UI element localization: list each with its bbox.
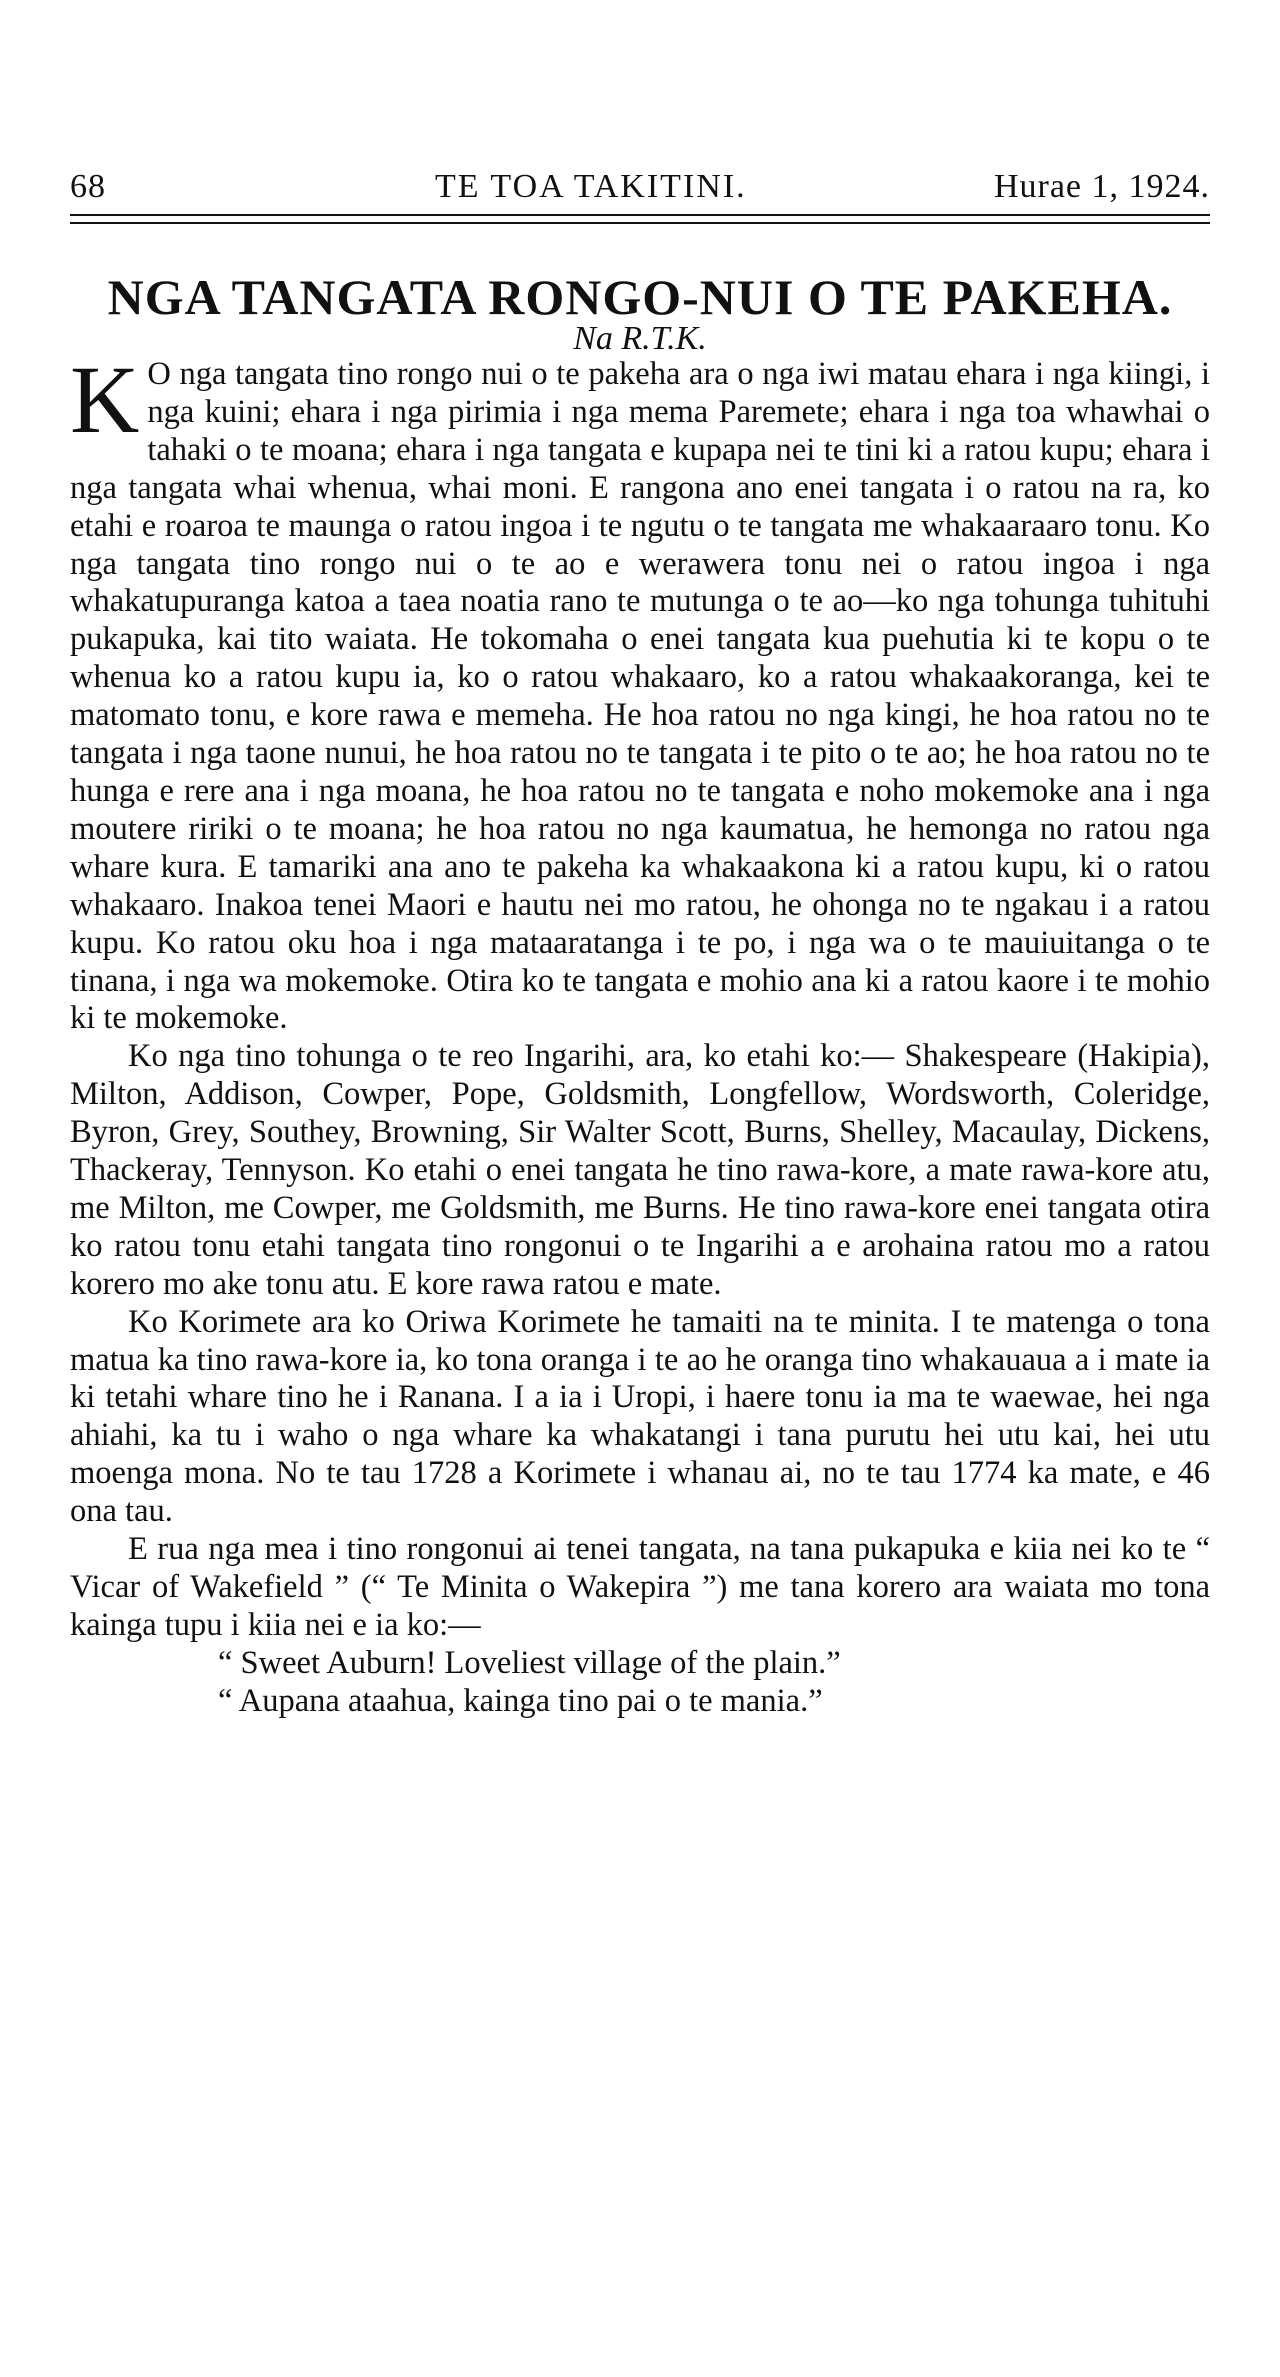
poem-line-1: “ Sweet Auburn! Loveliest village of the plain.” xyxy=(218,1644,841,1681)
poem-line-2: “ Aupana ataahua, kainga tino pai o te mania.” xyxy=(218,1682,823,1719)
running-title: TE TOA TAKITINI. xyxy=(435,168,747,205)
poem-quote xyxy=(70,1645,1210,1721)
article-body xyxy=(70,346,1210,1721)
paragraph-1 xyxy=(70,346,1210,1038)
running-header xyxy=(70,168,1210,212)
paragraph-3: Ko Korimete ara ko Oriwa Korimete he tamaiti na te minita. I te matenga o tona matua ka tino rawa-kore ia, ko tona oranga i te ao he oranga tino whakauaua a i mate ia ki tetahi whare tino he i Ranana. I a ia i Uropi, i haere tonu ia ma te waewae, hei nga ahiahi, ka tu i waho o nga whare ka whakatangi i tana purutu hei utu kai, hei utu moenga mona. No te tau 1728 a Korimete i whanau ai, no te tau 1774 ka mate, e 46 ona tau. xyxy=(70,1303,1210,1530)
issue-date: Hurae 1, 1924. xyxy=(993,168,1210,205)
paragraph-1-text: O nga tangata tino rongo nui o te pakeha ara o nga iwi matau ehara i nga kiingi, i nga kuini; ehara i nga pirimia i nga mema Paremete; ehara i nga toa whawhai o tahaki o te moana; ehara i nga tangata e kupapa nei te tini ki a ratou kupu; ehara i nga tangata whai whenua, whai moni. E rangona ano enei tangata i o ratou na ra, ko etahi e roaroa te maunga o ratou ingoa i te ngutu o te tangata me whakaaraaro tonu. Ko nga tangata tino rongo nui o te ao e werawera tonu nei o ratou ingoa i nga whakatupuranga katoa a taea noatia rano te mutunga o te ao—ko nga tohunga tuhituhi pukapuka, kai tito waiata. He tokomaha o enei tangata kua puehutia ki te kopu o te whenua ko a ratou kupu ia, ko o ratou whakaaro, ko a ratou whakaakoranga, kei te matomato tonu, e kore rawa e memeha. He hoa ratou no nga kingi, he hoa ratou no te tangata i nga taone nunui, he hoa ratou no te tangata i te pito o te ao; he hoa ratou no te hunga e rere ana i nga moana, he hoa ratou no te tangata e noho mokemoke ana i nga moutere ririki o te moana; he hoa ratou no nga kaumatua, he hemonga no ratou nga whare kura. E tamariki ana ano te pakeha ka whakaakona ki a ratou kupu, ki o ratou whakaaro. Inakoa tenei Maori e hautu nei mo ratou, he ohonga no te ngakau i a ratou kupu. Ko ratou oku hoa i nga mataaratanga i te po, i nga wa o te mauiuitanga o te tinana, i nga wa mokemoke. Otira ko te tangata e mohio ana ki a ratou kaore i te mohio ki te mokemoke. xyxy=(70,356,1210,1037)
article-title: NGA TANGATA RONGO-NUI O TE PAKEHA. xyxy=(107,269,1173,325)
article-byline: Na R.T.K. xyxy=(573,320,707,357)
paragraph-4: E rua nga mea i tino rongonui ai tenei tangata, na tana pukapuka e kiia nei ko te “ Vicar of Wakefield ” (“ Te Minita o Wakepira ”) me tana korero ara waiata mo tona kainga tupu i kiia nei e ia ko:— xyxy=(70,1531,1210,1643)
header-rule-bottom xyxy=(70,222,1210,224)
header-rule-top xyxy=(70,214,1210,216)
page-number: 68 xyxy=(70,168,106,205)
drop-cap: K xyxy=(70,346,140,453)
paragraph-2: Ko nga tino tohunga o te reo Ingarihi, ara, ko etahi ko:— Shakespeare (Hakipia), Milton, Addison, Cowper, Pope, Goldsmith, Longfellow, Wordsworth, Coleridge, Byron, Grey, Southey, Browning, Sir Walter Scott, Burns, Shelley, Macaulay, Dickens, Thackeray, Tennyson. Ko etahi o enei tangata he tino rawa-kore, a mate rawa-kore atu, me Milton, me Cowper, me Goldsmith, me Burns. He tino rawa-kore enei tangata otira ko ratou tonu etahi tangata tino rongonui o te Ingarihi a e arohaina ratou mo a ratou korero mo ake tonu atu. E kore rawa ratou e mate. xyxy=(70,1038,1210,1302)
